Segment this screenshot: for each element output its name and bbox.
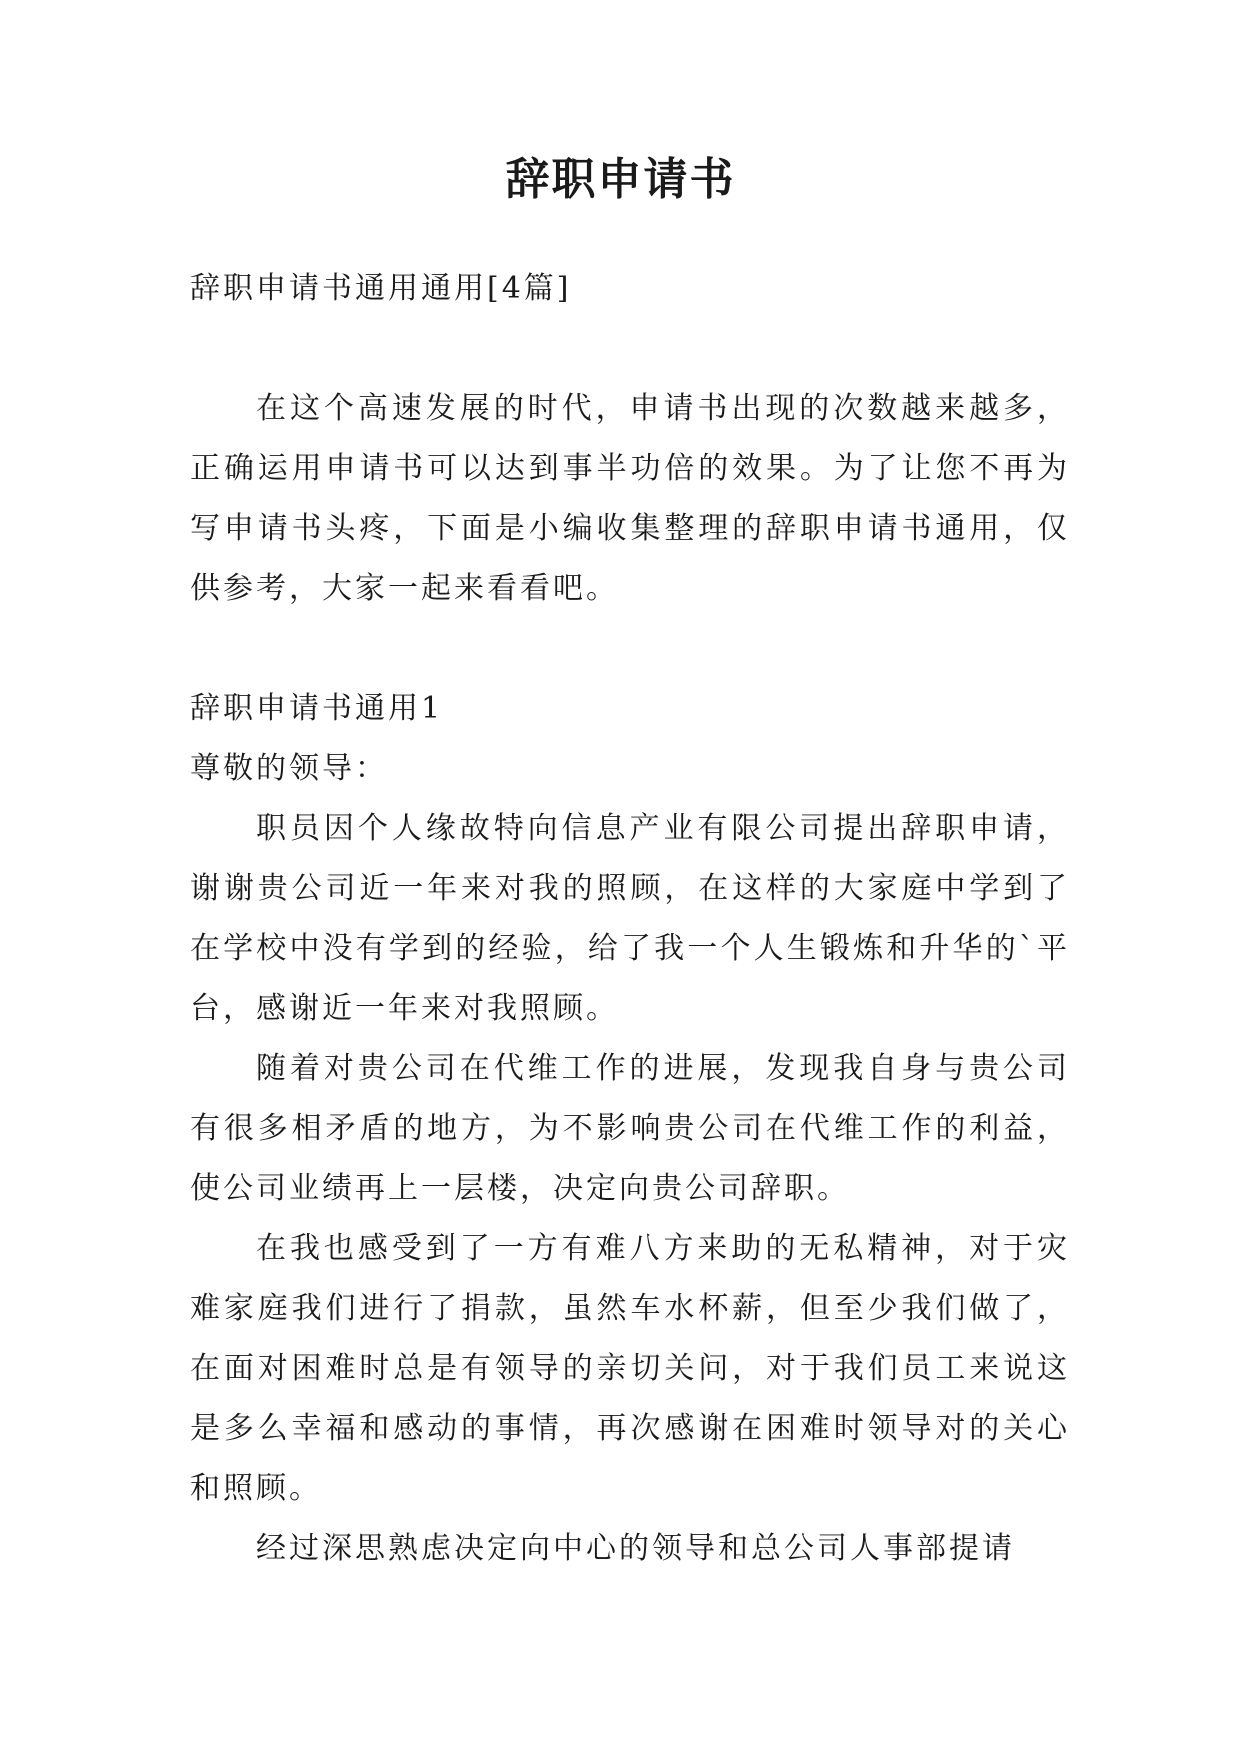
body-paragraph: 职员因个人缘故特向信息产业有限公司提出辞职申请，谢谢贵公司近一年来对我的照顾，在这样的大家庭中学到了在学校中没有学到的经验，给了我一个人生锻炼和升华的`平台，感谢近一年来对我照顾。 [190,811,1070,1026]
section-heading: 辞职申请书通用1 [190,691,444,726]
body-paragraph: 在我也感受到了一方有难八方来助的无私精神，对于灾难家庭我们进行了捐款，虽然车水杯薪，但至少我们做了，在面对困难时总是有领导的亲切关问，对于我们员工来说这是多么幸福和感动的事情，再次感谢在困难时领导对的关心和照顾。 [190,1231,1070,1506]
document-subtitle: 辞职申请书通用通用[4篇] [190,271,572,306]
intro-paragraph: 在这个高速发展的时代，申请书出现的次数越来越多，正确运用申请书可以达到事半功倍的效果。为了让您不再为写申请书头疼，下面是小编收集整理的辞职申请书通用，仅供参考，大家一起来看看吧。 [190,391,1070,606]
document-body [190,259,1070,1579]
body-paragraph: 经过深思熟虑决定向中心的领导和总公司人事部提请 [256,1531,1015,1566]
document-title: 辞职申请书 [505,154,736,205]
body-paragraph: 随着对贵公司在代维工作的进展，发现我自身与贵公司有很多相矛盾的地方，为不影响贵公司在代维工作的利益，使公司业绩再上一层楼，决定向贵公司辞职。 [190,1051,1070,1206]
salutation: 尊敬的领导： [190,751,388,786]
